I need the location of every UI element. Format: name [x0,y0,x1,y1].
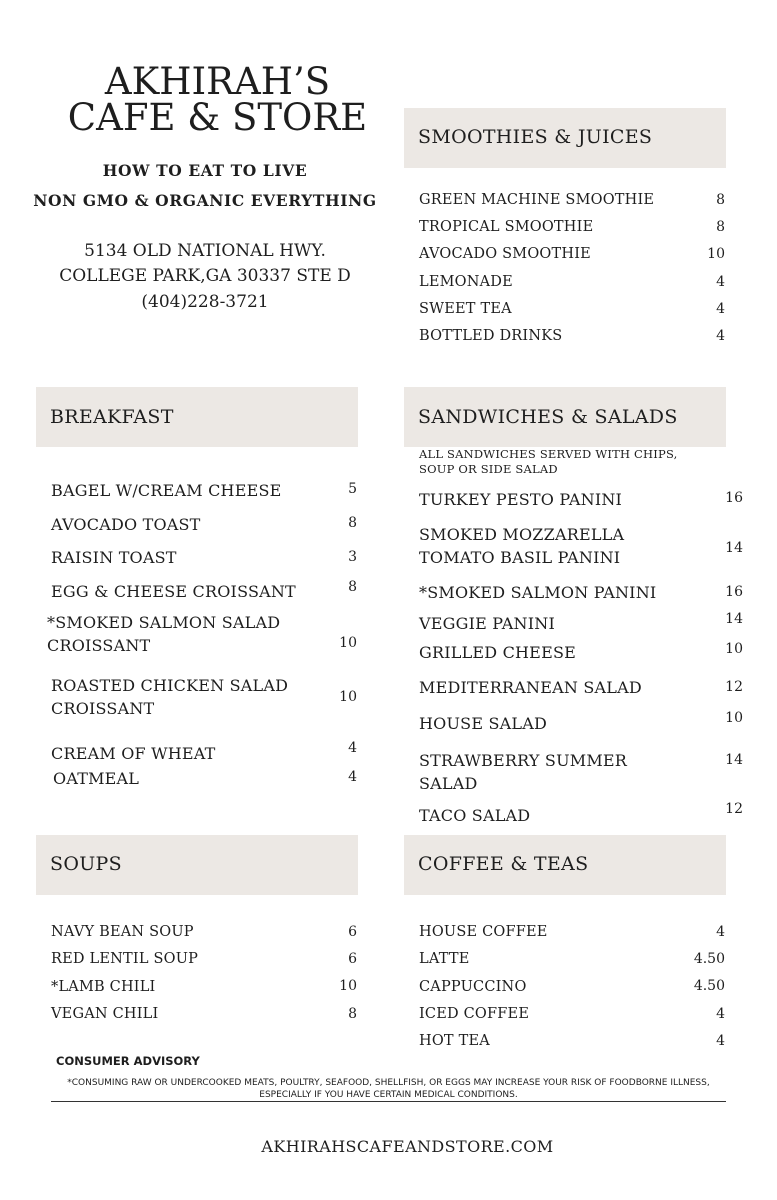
smoothies-header [404,108,726,168]
advisory-title: CONSUMER ADVISORY [56,1054,200,1068]
menu-item-price: 4 [716,1033,725,1049]
menu-item-price: 4.50 [693,978,725,994]
menu-item-price: 10 [339,978,357,994]
menu-item-price: 16 [725,490,743,506]
menu-item-price: 14 [725,611,743,627]
menu-item-name: HOT TEA [419,1033,490,1049]
menu-item-price: 10 [339,689,357,705]
menu-item-name: BOTTLED DRINKS [419,328,563,344]
sandwiches-header [404,387,726,447]
menu-item-name: ICED COFFEE [419,1006,530,1022]
menu-item-price: 8 [348,1006,357,1022]
menu-item-name: STRAWBERRY SUMMER [419,751,628,770]
menu-item-name: NAVY BEAN SOUP [51,924,194,940]
menu-item-name: HOUSE COFFEE [419,924,548,940]
menu-item-name: LATTE [419,951,470,967]
menu-item-name: AVOCADO SMOOTHIE [419,246,591,262]
menu-item-price: 10 [725,641,743,657]
menu-item-name: EGG & CHEESE CROISSANT [51,582,296,601]
sandwiches-title: SANDWICHES & SALADS [418,406,678,428]
menu-item-name: TROPICAL SMOOTHIE [419,219,594,235]
menu-item-name: TACO SALAD [419,806,531,825]
soups-title: SOUPS [50,853,122,875]
smoothies-title: SMOOTHIES & JUICES [418,126,653,148]
menu-item-price: 14 [725,752,743,768]
menu-item-price: 12 [725,679,743,695]
menu-item-price: 8 [348,515,357,531]
menu-item-price: 8 [348,579,357,595]
menu-item-price: 16 [725,584,743,600]
menu-item-name: MEDITERRANEAN SALAD [419,678,642,697]
cafe-name-line1: AKHIRAH’S [104,60,331,103]
menu-item-name: SWEET TEA [419,301,512,317]
menu-item-name: RED LENTIL SOUP [51,951,199,967]
website-url: AKHIRAHSCAFEANDSTORE.COM [261,1137,554,1156]
menu-item-price: 4 [716,274,725,290]
menu-item-name: CAPPUCCINO [419,979,527,995]
menu-item-name: OATMEAL [53,769,140,788]
advisory-text-line2: ESPECIALLY IF YOU HAVE CERTAIN MEDICAL CONDITIONS. [259,1090,518,1100]
menu-item-price: 4 [716,1006,725,1022]
breakfast-title: BREAKFAST [50,406,174,428]
cafe-name-line2: CAFE & STORE [67,96,368,139]
advisory-divider [51,1101,726,1102]
tagline-1: HOW TO EAT TO LIVE [102,161,308,180]
menu-item-price: 10 [725,710,743,726]
menu-item-name-cont: TOMATO BASIL PANINI [419,548,621,567]
address-line1: 5134 OLD NATIONAL HWY. [84,241,326,261]
menu-item-name: AVOCADO TOAST [51,515,201,534]
menu-item-price: 4 [348,740,357,756]
menu-item-price: 14 [725,540,743,556]
menu-item-price: 10 [707,246,725,262]
menu-item-name: CREAM OF WHEAT [51,744,216,763]
menu-item-price: 10 [339,635,357,651]
sandwiches-note-line2: SOUP OR SIDE SALAD [419,462,558,476]
coffee-title: COFFEE & TEAS [418,853,589,875]
menu-item-price: 4 [716,301,725,317]
address-line2: COLLEGE PARK,GA 30337 STE D [59,266,351,286]
menu-item-name: HOUSE SALAD [419,714,548,733]
menu-item-price: 6 [348,924,357,940]
advisory-text-line1: *CONSUMING RAW OR UNDERCOOKED MEATS, POULTRY, SEAFOOD, SHELLFISH, OR EGGS MAY INCREASE YOUR RISK OF FOODBORNE ILLNESS, [67,1078,710,1088]
menu-item-price: 6 [348,951,357,967]
cafe-name [60,60,375,139]
sandwiches-note-line1: ALL SANDWICHES SERVED WITH CHIPS, [419,447,678,461]
phone-number: (404)228-3721 [141,292,269,312]
menu-item-price: 3 [348,549,357,565]
menu-item-name: VEGAN CHILI [51,1006,159,1022]
soups-header [36,835,358,895]
menu-item-name: *SMOKED SALMON SALAD [47,613,281,632]
menu-item-name: LEMONADE [419,274,513,290]
menu-item-name: GRILLED CHEESE [419,643,576,662]
menu-item-name: BAGEL W/CREAM CHEESE [51,481,282,500]
menu-item-price: 4 [348,769,357,785]
menu-item-name: TURKEY PESTO PANINI [419,490,623,509]
menu-item-name: ROASTED CHICKEN SALAD [51,676,289,695]
menu-item-price: 8 [716,219,725,235]
tagline-2: NON GMO & ORGANIC EVERYTHING [33,191,377,210]
menu-item-price: 4.50 [693,951,725,967]
menu-item-name: *LAMB CHILI [51,979,156,995]
menu-item-name: VEGGIE PANINI [419,614,555,633]
menu-item-name-cont: CROISSANT [51,699,155,718]
menu-item-name-cont: CROISSANT [47,636,151,655]
menu-item-price: 8 [716,192,725,208]
menu-item-name: SMOKED MOZZARELLA [419,525,625,544]
menu-item-name-cont: SALAD [419,774,478,793]
menu-item-name: RAISIN TOAST [51,548,177,567]
coffee-header [404,835,726,895]
menu-item-price: 12 [725,801,743,817]
menu-item-price: 5 [348,481,357,497]
breakfast-header [36,387,358,447]
menu-item-price: 4 [716,924,725,940]
menu-item-name: GREEN MACHINE SMOOTHIE [419,192,655,208]
menu-item-name: *SMOKED SALMON PANINI [419,583,657,602]
menu-item-price: 4 [716,328,725,344]
